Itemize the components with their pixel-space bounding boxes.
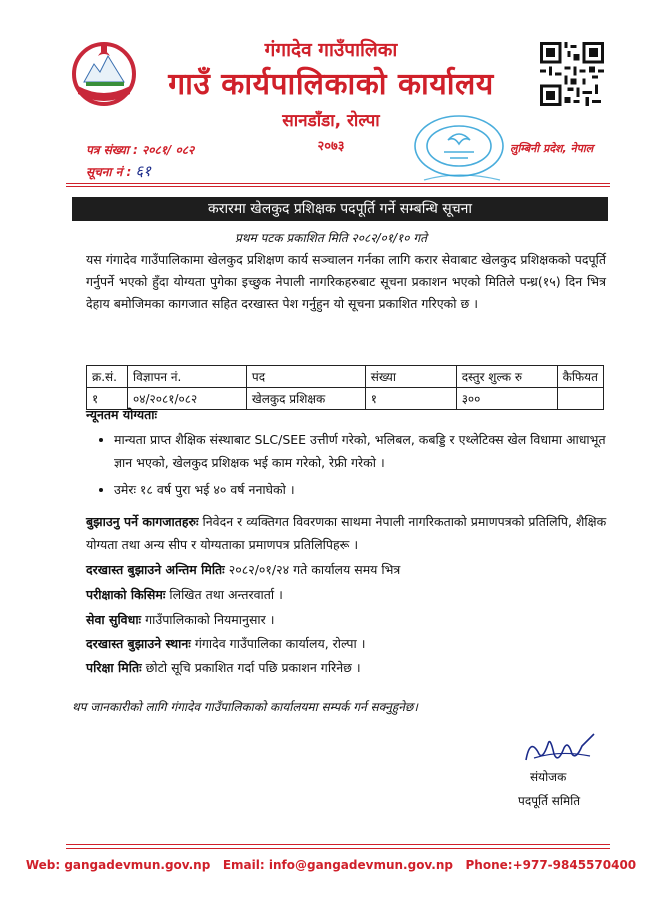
reference-number: पत्र संख्या : २०८१/ ०८२ — [86, 143, 195, 157]
column-header: कैफियत — [557, 366, 603, 388]
notice-number-value: ६१ — [135, 162, 151, 180]
vacancy-table — [86, 365, 604, 410]
column-header: दस्तुर शुल्क रु — [456, 366, 557, 388]
detail-value: लिखित तथा अन्तरवार्ता । — [169, 587, 283, 602]
table-cell: १ — [87, 388, 128, 410]
qualification-heading: न्यूनतम योग्यताः — [86, 407, 157, 422]
province-name: लुम्बिनी प्रदेश, नेपाल — [510, 142, 594, 155]
required-documents — [86, 510, 608, 556]
application-deadline — [86, 558, 608, 581]
detail-value: २०८२/०१/२४ गते कार्यालय समय भित्र — [228, 562, 401, 577]
table-row — [87, 388, 604, 410]
notice-title: करारमा खेलकुद प्रशिक्षक पदपूर्ति गर्ने सम्बन्धि सूचना — [72, 197, 608, 221]
detail-label: दरखास्त बुझाउने अन्तिम मितिः — [86, 562, 225, 577]
signature-icon — [520, 730, 600, 770]
service-facility — [86, 608, 608, 631]
notice-intro: यस गंगादेव गाउँपालिकामा खेलकुद प्रशिक्षण कार्य सञ्चालन गर्नका लागि करार सेवाबाट खेलकुद प्रशिक्षकको पदपूर्ति गर्नुपर्ने भएको हुँदा योग्यता पुगेका इच्छुक नेपाली नागरिकहरुबाट सूचना प्रकाशन भएको मितिले पन्ध्र(१५) दिन भित्र देहाय बमोजिमका कागजात सहित दरखास्त पेश गर्नुहुन यो सूचना प्रकाशित गरिएको छ । — [86, 252, 606, 311]
footer-contacts — [0, 858, 662, 872]
footer-divider — [66, 848, 610, 849]
list-item: • उमेरः १८ वर्ष पुरा भई ४० वर्ष ननाघेको । — [114, 478, 624, 501]
detail-label: बुझाउनु पर्ने कागजातहरुः — [86, 514, 199, 529]
detail-label: दरखास्त बुझाउने स्थानः — [86, 636, 191, 651]
notice-number-label: सूचना नं : — [86, 165, 132, 179]
office-address: सानडाँडा, रोल्पा — [282, 111, 380, 131]
table-cell: १ — [365, 388, 456, 410]
footer-divider — [66, 844, 610, 845]
application-place — [86, 632, 608, 655]
header-divider — [66, 186, 610, 187]
footer-phone: Phone:+977-9845570400 — [465, 858, 637, 872]
office-stamp-icon — [404, 110, 514, 188]
detail-value: निवेदन र व्यक्तिगत विवरणका साथमा नेपाली नागरिकताको प्रमाणपत्रको प्रतिलिपि, शैक्षिक योग्यता तथा अन्य सीप र योग्यताका प्रमाणपत्र प्रतिलिपिहरू । — [86, 514, 607, 552]
detail-value: छोटो सूचि प्रकाशित गर्दा पछि प्रकाशन गरिनेछ । — [145, 660, 361, 675]
table-cell — [557, 388, 603, 410]
publish-date: प्रथम पटक प्रकाशित मिति २०८२/०१/१० गते — [235, 231, 427, 245]
detail-label: सेवा सुविधाः — [86, 612, 142, 627]
rural-municipality-name: गंगादेव गाउँपालिका — [264, 39, 398, 61]
table-cell: ३०० — [456, 388, 557, 410]
signer-committee: पदपूर्ति समिति — [518, 794, 581, 808]
exam-date — [86, 656, 608, 679]
signer-role: संयोजक — [530, 770, 567, 784]
office-title: गाउँ कार्यपालिकाको कार्यालय — [168, 67, 494, 102]
table-header-row — [87, 366, 604, 388]
column-header: क्र.सं. — [87, 366, 128, 388]
detail-value: गंगादेव गाउँपालिका कार्यालय, रोल्पा । — [194, 636, 366, 651]
footer-web: Web: gangadevmun.gov.np — [25, 858, 211, 872]
exam-type — [86, 583, 608, 606]
table-cell: ०४/२०८१/०८२ — [127, 388, 246, 410]
detail-label: परिक्षा मितिः — [86, 660, 142, 675]
column-header: संख्या — [365, 366, 456, 388]
column-header: पद — [246, 366, 365, 388]
detail-value: गाउँपालिकाको नियमानुसार । — [145, 612, 275, 627]
header-divider — [66, 183, 610, 184]
list-item: • मान्यता प्राप्त शैक्षिक संस्थाबाट SLC/SEE उत्तीर्ण गरेको, भलिबल, कबड्डि र एथ्लेटिक्स खेल विधामा आधाभूत ज्ञान भएको, खेलकुद प्रशिक्षक भई काम गरेको, रेफ्री गरेको । — [114, 428, 624, 474]
notice-number — [86, 161, 151, 181]
column-header: विज्ञापन नं. — [127, 366, 246, 388]
detail-label: परीक्षाको किसिमः — [86, 587, 166, 602]
qualification-list — [96, 428, 624, 505]
table-cell: खेलकुद प्रशिक्षक — [246, 388, 365, 410]
contact-note: थप जानकारीको लागि गंगादेव गाउँपालिकाको कार्यालयमा सम्पर्क गर्न सक्नुहुनेछ। — [72, 700, 418, 714]
footer-email: Email: info@gangadevmun.gov.np — [222, 858, 453, 872]
established-year: २०७३ — [317, 139, 345, 154]
